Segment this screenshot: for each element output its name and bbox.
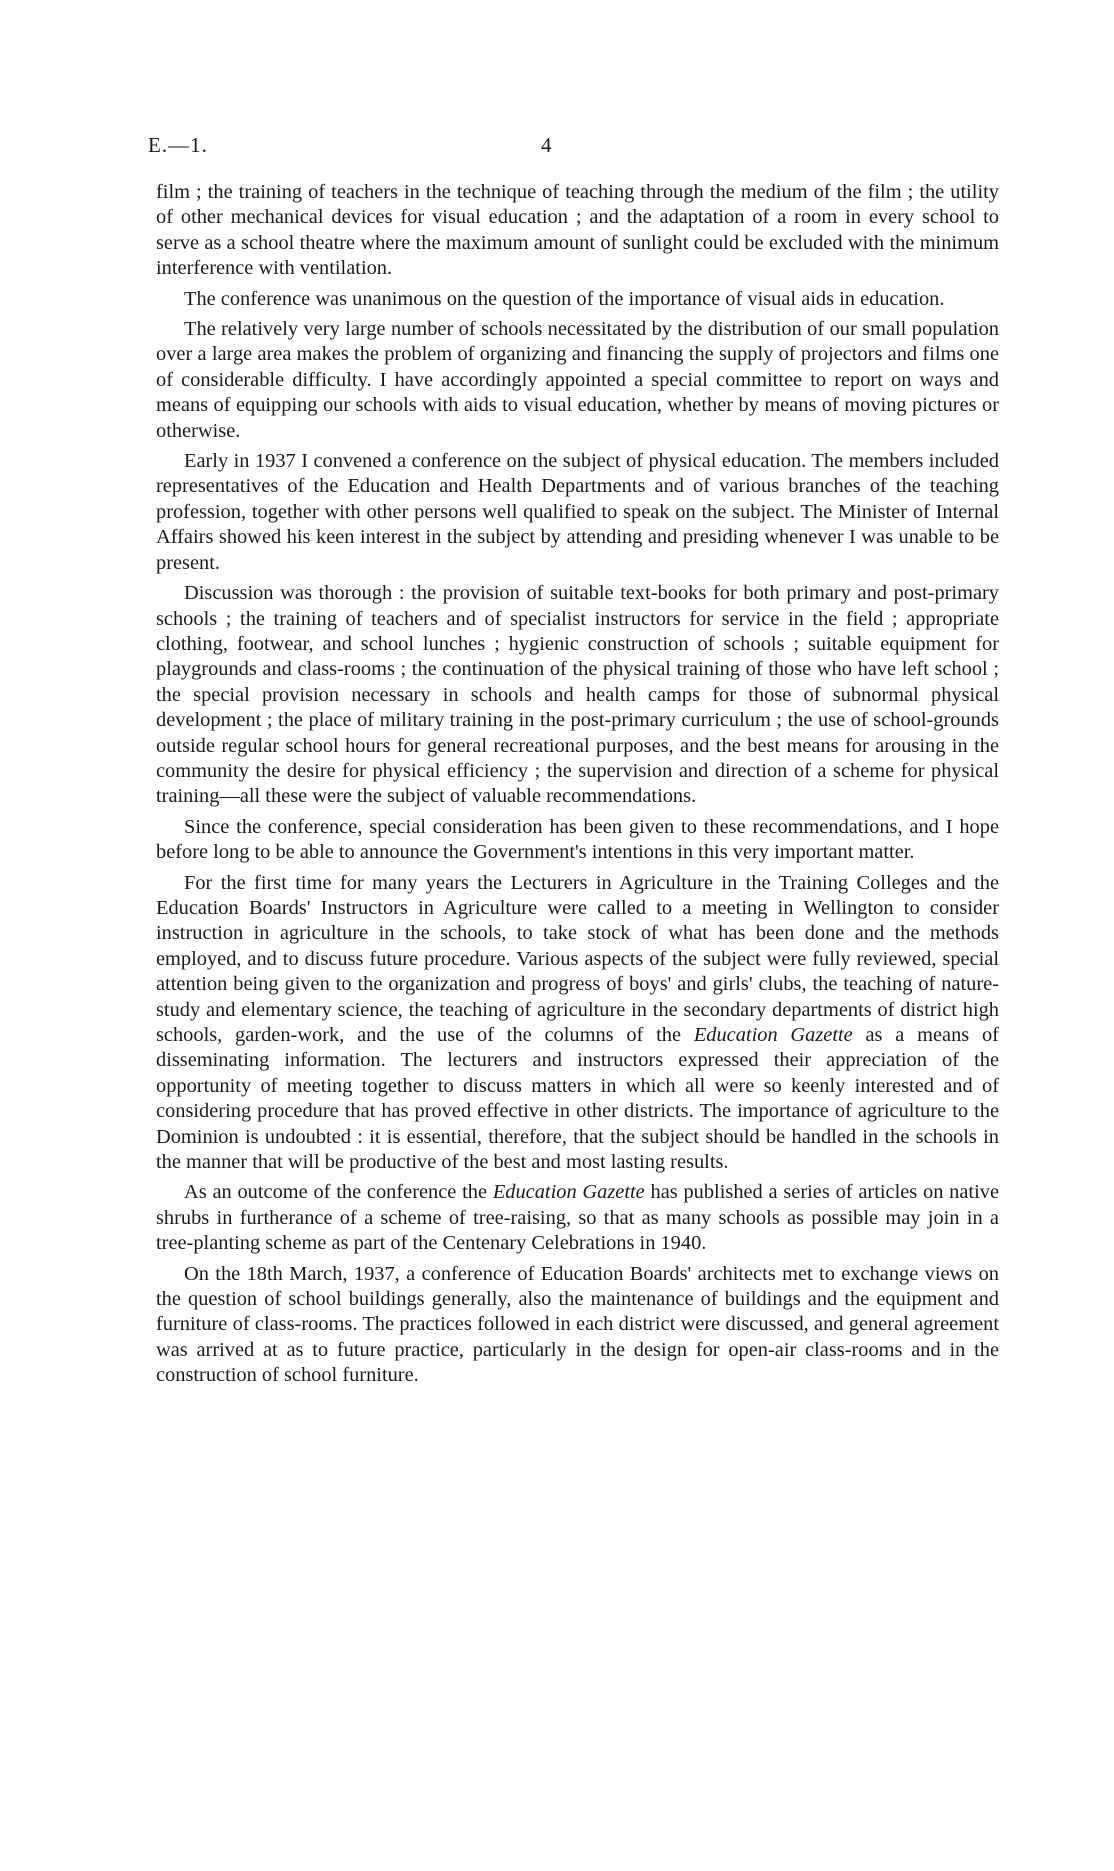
gazette-title: Education Gazette [693, 1024, 853, 1046]
gazette-text-1: As an outcome of the conference the [184, 1181, 493, 1204]
paragraph-agriculture [156, 871, 999, 1176]
paragraph-tree-planting [156, 1180, 999, 1256]
gazette-text-2: has published a series of articles on native shrubs in furtherance of a scheme of tree-raising, so that as many schools as possible may join in a tree-planting scheme as part of the Centenary Celebrations in 1940. [156, 1181, 999, 1255]
paragraph-film: film ; the training of teachers in the technique of teaching through the medium of the film ; the utility of other mechanical devices for visual education ; and the adaptation of a room in every school to serve as a school theatre where the maximum amount of sunlight could be excluded with the minimum interference with ventilation. [156, 181, 999, 280]
agriculture-text-2: as a means of disseminating information. The lecturers and instructors expressed their appreciation of the opportunity of meeting together to discuss matters in which all were so keenly interested and of considering procedure that has proved effective in other districts. The importance of agriculture to the Dominion is undoubted : it is essential, therefore, that the subject should be handled in the schools in the manner that will be productive of the best and most lasting results. [156, 1024, 999, 1174]
page-header [148, 133, 968, 165]
paragraph-recommendations: Since the conference, special consideration has been given to these recommendations, and I hope before long to be able to announce the Government's intentions in this very important matter. [156, 815, 999, 864]
paragraph-architects: On the 18th March, 1937, a conference of Education Boards' architects met to exchange views on the question of school buildings generally, also the maintenance of buildings and the equipment and furniture of class-rooms. The practices followed in each district were discussed, and general agreement was arrived at as to future practice, particularly in the design for open-air class-rooms and in the construction of school furniture. [156, 1262, 999, 1387]
paragraph-discussion: Discussion was thorough : the provision of suitable text-books for both primary and post-primary schools ; the training of teachers and of specialist instructors for service in the field ; appropriate clothing, footwear, and school lunches ; hygienic construction of schools ; suitable equipment for playgrounds and class-rooms ; the continuation of the physical training of those who have left school ; the special provision necessary in schools and health camps for those of subnormal physical development ; the place of military training in the post-primary curriculum ; the use of school-grounds outside regular school hours for general recreational purposes, and the best means for arousing in the community the desire for physical efficiency ; the supervision and direction of a scheme for physical training—all these were the subject of valuable recommendations. [156, 582, 999, 808]
agriculture-text-1: For the first time for many years the Lecturers in Agriculture in the Training Colleges and the Education Boards' Instructors in Agriculture were called to a meeting in Wellington to consider instruction in agriculture in the schools, to take stock of what has been done and the methods employed, and to discuss future procedure. Various aspects of the subject were fully reviewed, special attention being given to the organization and progress of boys' and girls' clubs, the teaching of nature-study and elementary science, the teaching of agriculture in the secondary departments of district high schools, garden-work, and the use of the columns of the [156, 871, 999, 1046]
paragraph-projectors: The relatively very large number of schools necessitated by the distribution of our small population over a large area makes the problem of organizing and financing the supply of projectors and films one of considerable difficulty. I have accordingly appointed a special committee to report on ways and means of equipping our schools with aids to visual education, whether by means of moving pictures or otherwise. [156, 318, 999, 442]
paragraph-physical-education: Early in 1937 I convened a conference on the subject of physical education. The members included representatives of the Education and Health Departments and of various branches of the teaching profession, together with other persons well qualified to speak on the subject. The Minister of Internal Affairs showed his keen interest in the subject by attending and presiding whenever I was unable to be present. [156, 450, 999, 574]
page-number: 4 [541, 133, 552, 157]
paragraph-visual-aids: The conference was unanimous on the question of the importance of visual aids in education. [184, 287, 945, 310]
document-reference: E.—1. [148, 133, 208, 157]
body-text [156, 180, 999, 1394]
gazette-title: Education Gazette [492, 1181, 645, 1204]
